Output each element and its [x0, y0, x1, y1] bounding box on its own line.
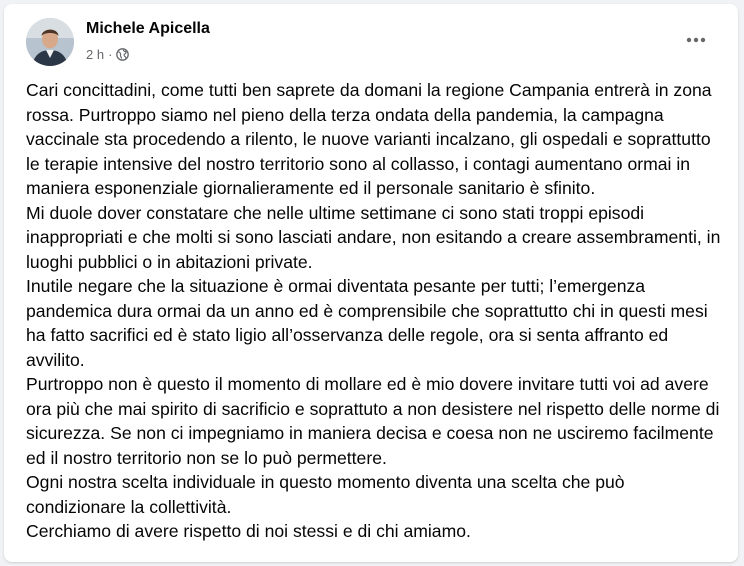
- post-time[interactable]: 2 h: [86, 47, 105, 62]
- post-paragraph: Mi duole dover constatare che nelle ultime settimane ci sono stati troppi episodi inappropriati e che molti si sono lasciati andare, non esitando a creare assembramenti, in luoghi pubblici o in abitazioni private.: [26, 202, 721, 272]
- meta-separator: ·: [108, 47, 113, 62]
- post-paragraph: Cerchiamo di avere rispetto di noi stessi e di chi amiamo.: [26, 521, 471, 541]
- globe-icon[interactable]: [116, 48, 129, 61]
- post-paragraph: Inutile negare che la situazione è ormai diventata pesante per tutti; l’emergenza pandemica dura ormai da un anno ed è comprensibile che soprattutto chi in questi mesi ha fatto sacrifici ed è stato ligio all’osservanza delle regole, ora si senta affranto ed avvilito.: [26, 276, 708, 370]
- post-text: [26, 78, 726, 544]
- post-header: [24, 16, 718, 76]
- author-name[interactable]: Michele Apicella: [86, 20, 210, 37]
- author-avatar[interactable]: [26, 18, 74, 66]
- post-paragraph: Ogni nostra scelta individuale in questo momento diventa una scelta che può condizionare la collettività.: [26, 472, 625, 517]
- post-meta: [86, 47, 129, 62]
- post-paragraph: Purtroppo non è questo il momento di mollare ed è mio dovere invitare tutti voi ad avere ora più che mai spirito di sacrificio e soprattuto a non desistere nel rispetto delle norme di sicurezza. Se non ci impegniamo in maniera decisa e coesa non ne usciremo facilmente ed il nostro territorio non se lo può permettere.: [26, 374, 720, 468]
- post-card: [4, 4, 738, 562]
- post-paragraph: Cari concittadini, come tutti ben saprete da domani la regione Campania entrerà in zona rossa. Purtroppo siamo nel pieno della terza ondata della pandemia, la campagna vaccinale sta procedendo a rilento, le nuove varianti incalzano, gli ospedali e soprattutto le terapie intensive del nostro territorio sono al collasso, i contagi aumentano ormai in maniera esponenziale giornalieramente ed il personale sanitario è sfinito.: [26, 80, 712, 198]
- more-horizontal-icon[interactable]: [678, 22, 714, 58]
